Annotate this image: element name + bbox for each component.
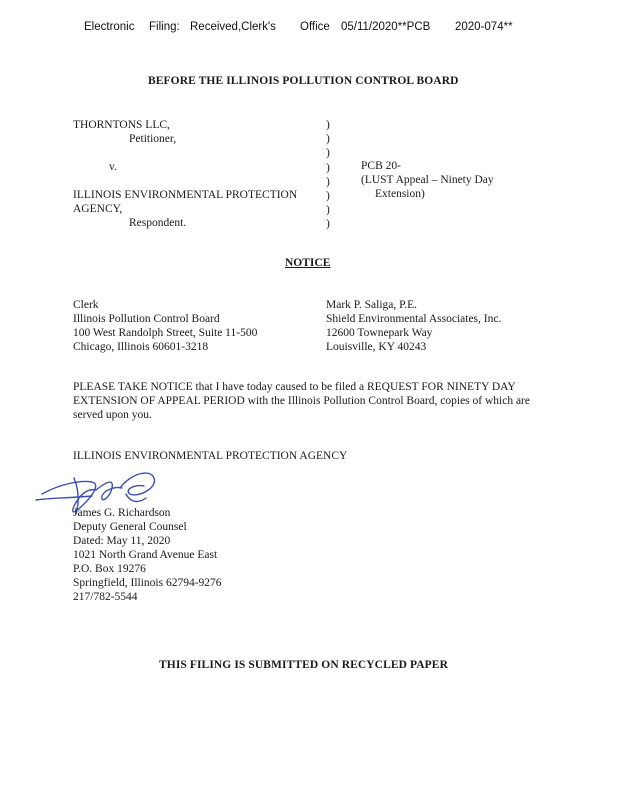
addressee-left-line2: Illinois Pollution Control Board [73, 313, 220, 325]
header-date: 05/11/2020**PCB [341, 21, 431, 33]
phone-number: 217/782-5544 [73, 591, 138, 603]
case-type-line2: Extension) [375, 188, 425, 200]
petitioner-name: THORNTONS LLC, [73, 119, 170, 131]
paren: ) [326, 175, 330, 188]
paren: ) [326, 204, 330, 217]
addressee-left [73, 298, 257, 354]
agency-name: ILLINOIS ENVIRONMENTAL PROTECTION AGENCY [73, 450, 348, 462]
addressee-right-line2: Shield Environmental Associates, Inc. [326, 313, 502, 325]
addressee-right-line3: 12600 Townepark Way [326, 327, 433, 339]
addressee-left-line3: 100 West Randolph Street, Suite 11-500 [73, 327, 258, 339]
po-box: P.O. Box 19276 [73, 563, 146, 575]
paren: ) [326, 147, 330, 160]
respondent-name-line2: AGENCY, [73, 203, 123, 215]
case-number: PCB 20- [361, 160, 401, 172]
caption-parentheses [326, 118, 336, 232]
signer-name: James G. Richardson [73, 507, 171, 519]
case-type-line1: (LUST Appeal – Ninety Day [361, 174, 494, 186]
header-received: Received,Clerk's [190, 21, 276, 33]
street-address: 1021 North Grand Avenue East [73, 549, 218, 561]
notice-heading: NOTICE [285, 257, 331, 269]
addressee-left-line4: Chicago, Illinois 60601-3218 [73, 341, 209, 353]
header-electronic: Electronic [84, 21, 135, 33]
addressee-right-line1: Mark P. Saliga, P.E. [326, 299, 418, 311]
recycled-paper-footer: THIS FILING IS SUBMITTED ON RECYCLED PAPER [159, 659, 448, 671]
addressee-left-line1: Clerk [73, 299, 99, 311]
notice-body: PLEASE TAKE NOTICE that I have today caused to be filed a REQUEST FOR NINETY DAY EXTENSION OF APPEAL PERIOD with the Illinois Pollution Control Board, copies of which are served upon you. [73, 381, 530, 421]
paren: ) [326, 133, 330, 146]
versus: v. [109, 161, 117, 173]
filing-stamp-header [84, 21, 544, 37]
addressee-right [326, 298, 501, 354]
dated-line: Dated: May 11, 2020 [73, 535, 171, 547]
caption-right [361, 159, 494, 201]
paren: ) [326, 218, 330, 231]
paren: ) [326, 189, 330, 202]
addressee-right-line4: Louisville, KY 40243 [326, 341, 427, 353]
paren: ) [326, 161, 330, 174]
header-case: 2020-074** [455, 21, 513, 33]
respondent-name-line1: ILLINOIS ENVIRONMENTAL PROTECTION [73, 189, 298, 201]
board-title: BEFORE THE ILLINOIS POLLUTION CONTROL BOARD [148, 75, 459, 87]
signature-block [73, 506, 222, 604]
city-state-zip: Springfield, Illinois 62794-9276 [73, 577, 222, 589]
header-office: Office [300, 21, 330, 33]
header-filing: Filing: [149, 21, 180, 33]
caption-left [73, 118, 297, 230]
paren: ) [326, 119, 330, 131]
petitioner-role: Petitioner, [129, 133, 177, 145]
signer-title: Deputy General Counsel [73, 521, 187, 533]
respondent-role: Respondent. [129, 217, 187, 229]
